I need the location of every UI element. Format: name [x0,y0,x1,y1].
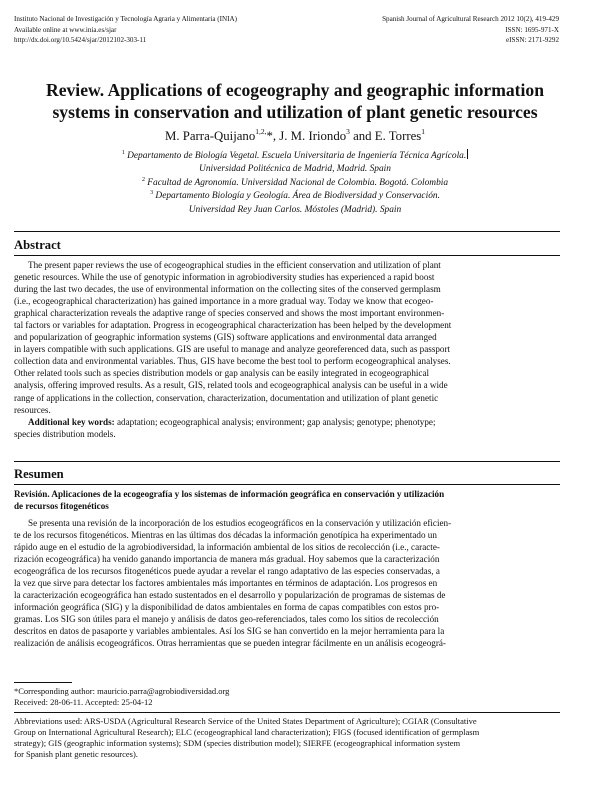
keywords-line-2: species distribution models. [14,428,116,439]
abstract-line: The present paper reviews the use of ecogeographical studies in the efficient conservation and utilization of plant [28,260,441,270]
resumen-line: la caracterización ecogeográfica han estado sustentados en el desarrollo y popularización de programas de sistemas de [14,590,446,601]
resumen-line: gramas. Los SIG son útiles para el manejo y análisis de datos geo-referenciados, tales como los sitios de recolección [14,614,439,625]
keywords-label: Additional key words: [28,416,115,427]
author-name: J. M. Iriondo [279,129,347,143]
resumen-line: realización de análisis ecogeográficos. Otras herramientas que se pueden integrar fácilmente en un análisis ecogeográ- [14,638,446,649]
footnote-divider [14,682,72,683]
section-divider [14,231,560,232]
author-affiliation-mark: 1 [421,127,426,136]
publisher-line: Instituto Nacional de Investigación y Tecnología Agraria y Alimentaria (INIA) [14,15,237,23]
resumen-line: rización ecogeográfica) ha venido ganando importancia de manera más gradual. Hoy sabemos que la caracterización [14,554,440,565]
author-affiliation-mark: 3 [346,127,350,136]
abstract-line: range of applications in the collection, conservation, characterization, documentation and utilization of plant genetic [14,392,439,403]
resumen-line: información geográfica (SIG) y la disponibilidad de datos ambientales en forma de capas compatibles con estos pro- [14,602,440,613]
abstract-heading: Abstract [14,238,61,252]
resumen-body [14,517,560,650]
resumen-line: Se presenta una revisión de la incorporación de los estudios ecogeográficos en la conservación y utilización eficien- [28,518,452,528]
abbreviations-line: Group on International Agricultural Research); ELC (ecogeographical land characterization); FIGS (focused identification of germplasm [14,727,480,737]
affiliation-list [0,149,590,217]
resumen-line: la vez que sirve para detectar los factores ambientales más importantes en términos de adaptación. Los progresos en [14,578,438,589]
abbreviations-line: for Spanish plant genetic resources). [14,749,138,759]
journal-citation: Spanish Journal of Agricultural Research 2012 10(2), 419-429 [382,15,559,23]
resumen-subtitle [14,488,560,512]
abstract-line: (i.e., ecogeographical characterization) has gained importance in a more gradual way. Today we know that ecogeo- [14,296,434,307]
author-separator: and [349,129,375,143]
abstract-line: during the last two decades, the use of environmental information on the collecting sites of the conserved germplasm [14,284,441,295]
author-name: M. Parra-Quijano [164,129,256,143]
author-list [0,128,590,144]
keywords-text: adaptation; ecogeographical analysis; environment; gap analysis; genotype; phenotype; [116,416,436,427]
abstract-line: Other related tools such as species distribution models or gap analysis can be easily integrated in ecogeographical [14,368,430,379]
title-line-2: systems in conservation and utilization of plant genetic resources [52,102,538,122]
section-divider [14,255,560,256]
abstract-line: collection data and environmental variables. Thus, GIS have become the best tool to perform ecogeographical analyses. [14,356,451,367]
abstract-line: in layers compatible with such applications. GIS are useful to manage and analyze georeferenced data, such as passport [14,344,451,355]
corresponding-author[interactable]: *Corresponding author: mauricio.parra@agrobiodiversidad.org [14,686,230,696]
section-divider [14,461,560,462]
abstract-line: graphical characterization reveals the adaptive range of species conserved and shows the most important environmen- [14,308,445,319]
resumen-line: ecogeográfica de los recursos fitogenéticos puede ayudar a revelar el rango adaptativo de las especies conservadas, a [14,566,440,577]
affiliation-3-line-2: Universidad Rey Juan Carlos. Móstoles (Madrid). Spain [188,204,402,215]
affiliation-text: Departamento Biología y Geología. Área de Biodiversidad y Conservación. [155,191,440,202]
resumen-line: te de los recursos fitogenéticos. Mientras en las últimas dos décadas la información genotípica ha experimentado un [14,530,437,541]
abstract-line: analysis, offering improved results. As a result, GIS, related tools and ecogeographical analysis can be useful in a wide [14,380,448,391]
affiliation-text: Departamento de Biología Vegetal. Escuela Universitaria de Ingeniería Técnica Agrícola. [127,151,467,161]
journal-header-right [382,14,559,46]
affiliation-number: 1 [121,150,125,156]
journal-header-left [14,14,237,46]
corresponding-mark: * [266,129,273,143]
author-separator: , [272,129,280,143]
title-line-1: Review. Applications of ecogeography and geographic information [46,80,544,100]
affiliation-1-line-2: Universidad Politécnica de Madrid, Madrid. Spain [199,164,391,175]
correspondence-footnote [14,686,560,708]
abbreviations-divider [14,712,560,713]
abbreviations-footnote [14,716,560,760]
text-cursor [467,149,468,159]
abstract-line: tal factors or variables for adaptation. Progress in ecogeographical characterization has been helped by the development [14,320,452,331]
abstract-line: genetic resources. While the use of genotypic information in agrobiodiversity studies has experienced a rapid boost [14,272,435,283]
abstract-body [14,259,560,440]
author-name: E. Torres [374,129,422,143]
abstract-line: resources. [14,404,51,415]
author-affiliation-mark: 1,2, [255,127,267,136]
resumen-line: descritos en datos de pasaporte y variables ambientales. Así los SIG se han convertido en la mejor herramienta para la [14,626,445,637]
affiliation-1-line-1 [0,149,590,163]
keywords-line [14,416,560,428]
eissn-line: eISSN: 2171-9292 [505,36,559,45]
paper-title [0,79,590,123]
received-accepted-dates: Received: 28-06-11. Accepted: 25-04-12 [14,697,153,707]
affiliation-number: 2 [141,176,145,183]
availability-line[interactable]: Available online at www.inia.es/sjar [14,25,117,34]
resumen-subtitle-line: de recursos fitogenéticos [14,501,109,512]
issn-line: ISSN: 1695-971-X [505,25,559,34]
resumen-subtitle-line: Revisión. Aplicaciones de la ecogeografía y los sistemas de información geográfica en conservación y utilización [14,489,445,499]
affiliation-number: 3 [150,190,154,197]
abbreviations-line: Abbreviations used: ARS-USDA (Agricultural Research Service of the United States Department of Agriculture); CGIAR (Consultative [14,716,477,726]
abstract-line: and popularization of geographic information systems (GIS) software applications and environmental data arranged [14,332,437,343]
resumen-heading: Resumen [14,467,64,481]
affiliation-2 [0,177,590,190]
section-divider [14,484,560,485]
resumen-line: rápido auge en el estudio de la agrobiodiversidad, la información ambiental de los sitios de recolección (i.e., caracte- [14,542,440,553]
affiliation-text: Facultad de Agronomía. Universidad Nacional de Colombia. Bogotá. Colombia [147,177,449,188]
doi-line[interactable]: http://dx.doi.org/10.5424/sjar/2012102-303-11 [14,36,147,45]
abbreviations-line: strategy); GIS (geographic information systems); SDM (species distribution model); SIERFE (ecogeographical information system [14,738,461,748]
affiliation-3-line-1 [0,190,590,203]
